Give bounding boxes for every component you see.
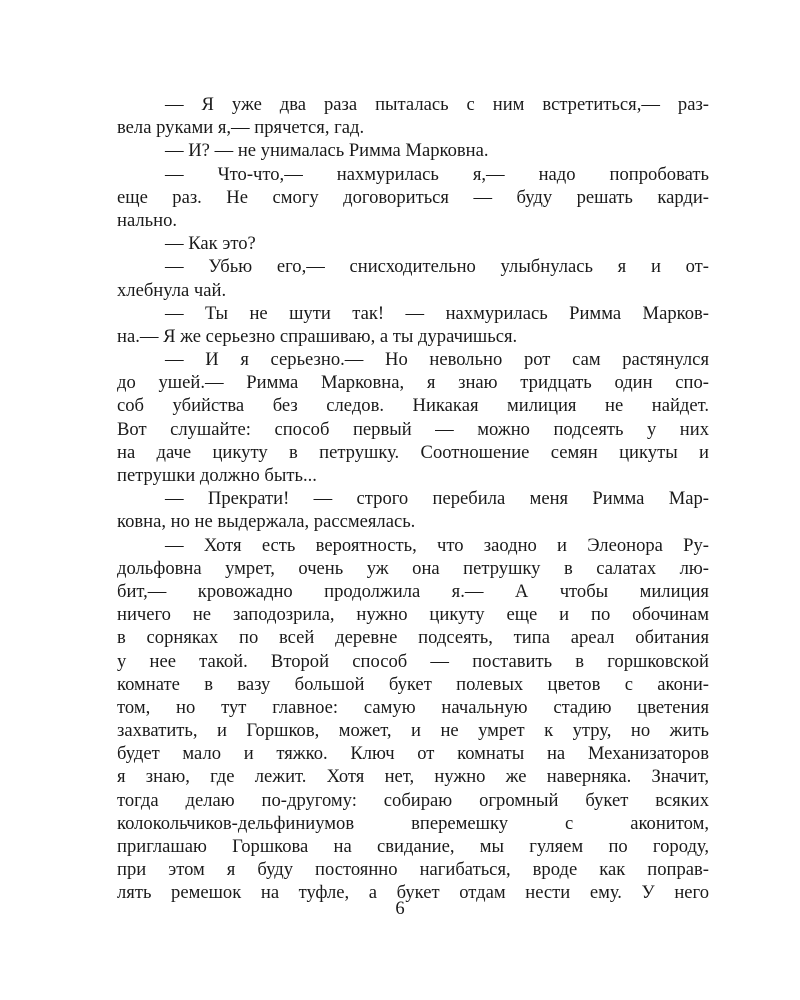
text-line: ковна, но не выдержала, рассмеялась. — [117, 511, 416, 533]
text-line: — Как это? — [165, 233, 256, 255]
text-line: будет мало и тяжко. Ключ от комнаты на Механизаторов — [117, 743, 709, 765]
page-number: 6 — [395, 898, 405, 919]
text-line: — Что-что,— нахмурилась я,— надо попробовать — [165, 163, 709, 185]
text-line: в сорняках по всей деревне подсеять, типа ареал обитания — [117, 627, 709, 649]
text-line: захватить, и Горшков, может, и не умрет к утру, но жить — [117, 720, 709, 742]
text-line: приглашаю Горшкова на свидание, мы гуляем по городу, — [117, 836, 709, 857]
text-line: тогда делаю по-другому: собираю огромный букет всяких — [117, 789, 709, 811]
text-line: соб убийства без следов. Никакая милиция не найдет. — [117, 395, 709, 417]
text-line: — И я серьезно.— Но невольно рот сам растянулся — [165, 349, 709, 371]
text-line: на даче цикуту в петрушку. Соотношение семян цикуты и — [117, 441, 709, 463]
text-line: ничего не заподозрила, нужно цикуту еще и по обочинам — [117, 604, 709, 626]
text-line: комнате в вазу большой букет полевых цветов с акони- — [117, 673, 709, 695]
text-line: вела руками я,— прячется, гад. — [117, 117, 365, 139]
text-line: том, но тут главное: самую начальную стадию цветения — [117, 696, 709, 718]
text-line: еще раз. Не смогу договориться — буду решать карди- — [117, 186, 709, 208]
text-line: лять ремешок на туфле, а букет отдам нести ему. У него — [117, 882, 709, 904]
text-line: хлебнула чай. — [117, 279, 227, 301]
text-line: — Я уже два раза пыталась с ним встретиться,— раз- — [165, 94, 709, 115]
text-line: у нее такой. Второй способ — поставить в горшковской — [117, 650, 709, 672]
body-text — [117, 93, 709, 905]
text-line: петрушки должно быть... — [117, 465, 317, 486]
text-line: — Ты не шути так! — нахмурилась Римма Марков- — [165, 302, 709, 324]
text-line: я знаю, где лежит. Хотя нет, нужно же наверняка. Значит, — [117, 766, 709, 788]
text-line: дольфовна умрет, очень уж она петрушку в салатах лю- — [117, 557, 709, 579]
text-line: колокольчиков-дельфиниумов вперемешку с аконитом, — [117, 812, 709, 834]
text-line: — Прекрати! — строго перебила меня Римма Мар- — [165, 488, 709, 510]
text-line: нально. — [117, 209, 178, 231]
text-line: — Хотя есть вероятность, что заодно и Элеонора Ру- — [165, 534, 709, 556]
text-line: — Убью его,— снисходительно улыбнулась я и от- — [165, 256, 709, 278]
text-line: на.— Я же серьезно спрашиваю, а ты дурачишься. — [117, 325, 518, 347]
text-line: — И? — не унималась Римма Марковна. — [165, 140, 489, 162]
text-line: до ушей.— Римма Марковна, я знаю тридцать один спо- — [117, 372, 709, 394]
text-line: Вот слушайте: способ первый — можно подсеять у них — [117, 418, 709, 440]
text-line: при этом я буду постоянно нагибаться, вроде как поправ- — [117, 859, 709, 881]
text-line: бит,— кровожадно продолжила я.— А чтобы милиция — [117, 580, 709, 602]
